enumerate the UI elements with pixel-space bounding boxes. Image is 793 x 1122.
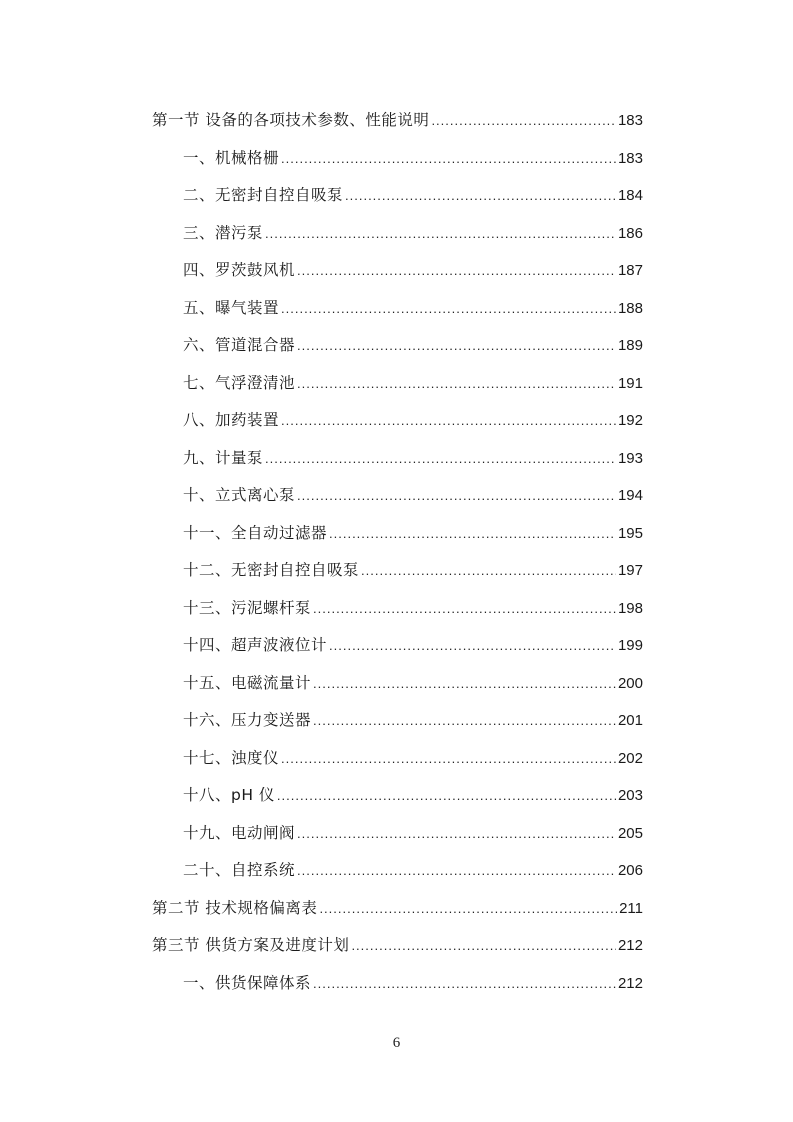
- toc-dot-leader: [313, 676, 616, 691]
- toc-entry[interactable]: [152, 933, 643, 971]
- toc-dot-leader: [329, 526, 616, 541]
- toc-dot-leader: [313, 713, 616, 728]
- toc-entry-page: 193: [617, 449, 643, 467]
- toc-entry-page: 186: [617, 224, 643, 242]
- toc-entry-label: 七、气浮澄清池: [183, 373, 296, 392]
- toc-entry-label: 一、机械格栅: [183, 148, 280, 167]
- toc-dot-leader: [297, 488, 616, 503]
- toc-entry-page: 188: [617, 299, 643, 317]
- toc-entry-label: 十、立式离心泵: [183, 486, 296, 504]
- toc-entry-label: 十四、超声波液位计: [183, 636, 328, 654]
- toc-dot-leader: [297, 338, 616, 353]
- toc-entry-page: 187: [617, 262, 643, 279]
- toc-dot-leader: [297, 863, 616, 878]
- toc-entry-label: 第二节 技术规格偏离表: [152, 898, 318, 917]
- toc-entry-page: 197: [617, 562, 643, 579]
- toc-entry-page: 202: [617, 749, 643, 767]
- toc-entry[interactable]: [152, 108, 643, 146]
- toc-dot-leader: [281, 301, 616, 316]
- toc-entry[interactable]: [152, 896, 643, 934]
- toc-dot-leader: [277, 788, 616, 803]
- toc-entry[interactable]: [152, 333, 643, 371]
- toc-entry-page: 195: [617, 524, 643, 542]
- toc-dot-leader: [297, 376, 616, 391]
- toc-entry-page: 212: [617, 974, 643, 992]
- toc-entry[interactable]: [152, 708, 643, 746]
- toc-entry[interactable]: [152, 408, 643, 446]
- toc-entry-page: 212: [617, 937, 643, 954]
- toc-entry-page: 200: [617, 674, 643, 692]
- toc-entry-label: 十五、电磁流量计: [183, 673, 312, 692]
- toc-dot-leader: [313, 976, 616, 991]
- toc-entry-page: 192: [617, 412, 643, 429]
- toc-entry-page: 198: [617, 599, 643, 617]
- toc-entry-page: 199: [617, 637, 643, 654]
- toc-entry[interactable]: [152, 633, 643, 671]
- toc-entry-page: 191: [617, 374, 643, 392]
- toc-dot-leader: [265, 451, 616, 466]
- toc-dot-leader: [297, 263, 616, 278]
- toc-entry-label: 六、管道混合器: [183, 336, 296, 354]
- toc-entry[interactable]: [152, 521, 643, 559]
- toc-entry[interactable]: [152, 296, 643, 334]
- toc-dot-leader: [281, 751, 616, 766]
- toc-entry-page: 206: [617, 862, 643, 879]
- toc-entry[interactable]: [152, 971, 643, 1009]
- page-number: 6: [392, 1035, 401, 1051]
- toc-dot-leader: [297, 826, 616, 841]
- toc-dot-leader: [351, 938, 616, 953]
- toc-entry-page: 194: [617, 487, 643, 504]
- toc-entry[interactable]: [152, 183, 643, 221]
- toc-entry-label: 十九、电动闸阀: [183, 823, 296, 842]
- toc-dot-leader: [431, 113, 616, 128]
- toc-entry[interactable]: [152, 596, 643, 634]
- toc-entry-label: 三、潜污泵: [183, 223, 264, 242]
- toc-entry-label: 四、罗茨鼓风机: [183, 261, 296, 279]
- toc-entry[interactable]: [152, 558, 643, 596]
- toc-entry[interactable]: [152, 258, 643, 296]
- toc-entry-label: 八、加药装置: [183, 411, 280, 429]
- toc-entry-label: 二十、自控系统: [183, 861, 296, 879]
- toc-entry-page: 201: [617, 712, 643, 729]
- toc-entry-label: 十八、pH 仪: [183, 786, 275, 804]
- table-of-contents: [152, 108, 643, 1008]
- toc-entry[interactable]: [152, 371, 643, 409]
- toc-entry-page: 205: [617, 824, 643, 842]
- toc-dot-leader: [361, 563, 616, 578]
- toc-entry-label: 五、曝气装置: [183, 298, 280, 317]
- toc-dot-leader: [319, 901, 617, 916]
- toc-entry-page: 183: [617, 112, 643, 129]
- toc-entry-label: 十一、全自动过滤器: [183, 523, 328, 542]
- toc-entry-page: 183: [617, 149, 643, 167]
- toc-dot-leader: [265, 226, 616, 241]
- toc-entry-label: 十三、污泥螺杆泵: [183, 598, 312, 617]
- toc-entry[interactable]: [152, 821, 643, 859]
- toc-entry-label: 二、无密封自控自吸泵: [183, 186, 344, 204]
- toc-entry-label: 十六、压力变送器: [183, 711, 312, 729]
- toc-entry[interactable]: [152, 221, 643, 259]
- toc-entry-label: 第一节 设备的各项技术参数、性能说明: [152, 111, 430, 129]
- toc-entry[interactable]: [152, 671, 643, 709]
- toc-entry-page: 184: [617, 187, 643, 204]
- toc-entry-label: 第三节 供货方案及进度计划: [152, 936, 350, 954]
- toc-entry[interactable]: [152, 783, 643, 821]
- toc-entry-label: 十七、浊度仪: [183, 748, 280, 767]
- toc-entry-label: 一、供货保障体系: [183, 973, 312, 992]
- toc-dot-leader: [313, 601, 616, 616]
- toc-entry[interactable]: [152, 858, 643, 896]
- toc-entry-page: 189: [617, 337, 643, 354]
- toc-dot-leader: [329, 638, 616, 653]
- toc-dot-leader: [345, 188, 616, 203]
- toc-entry[interactable]: [152, 746, 643, 784]
- toc-entry[interactable]: [152, 146, 643, 184]
- toc-entry[interactable]: [152, 446, 643, 484]
- toc-entry-page: 211: [619, 899, 643, 917]
- toc-dot-leader: [281, 413, 616, 428]
- toc-dot-leader: [281, 151, 616, 166]
- toc-entry[interactable]: [152, 483, 643, 521]
- toc-entry-label: 九、计量泵: [183, 448, 264, 467]
- toc-entry-label: 十二、无密封自控自吸泵: [183, 561, 360, 579]
- toc-entry-page: 203: [617, 787, 643, 804]
